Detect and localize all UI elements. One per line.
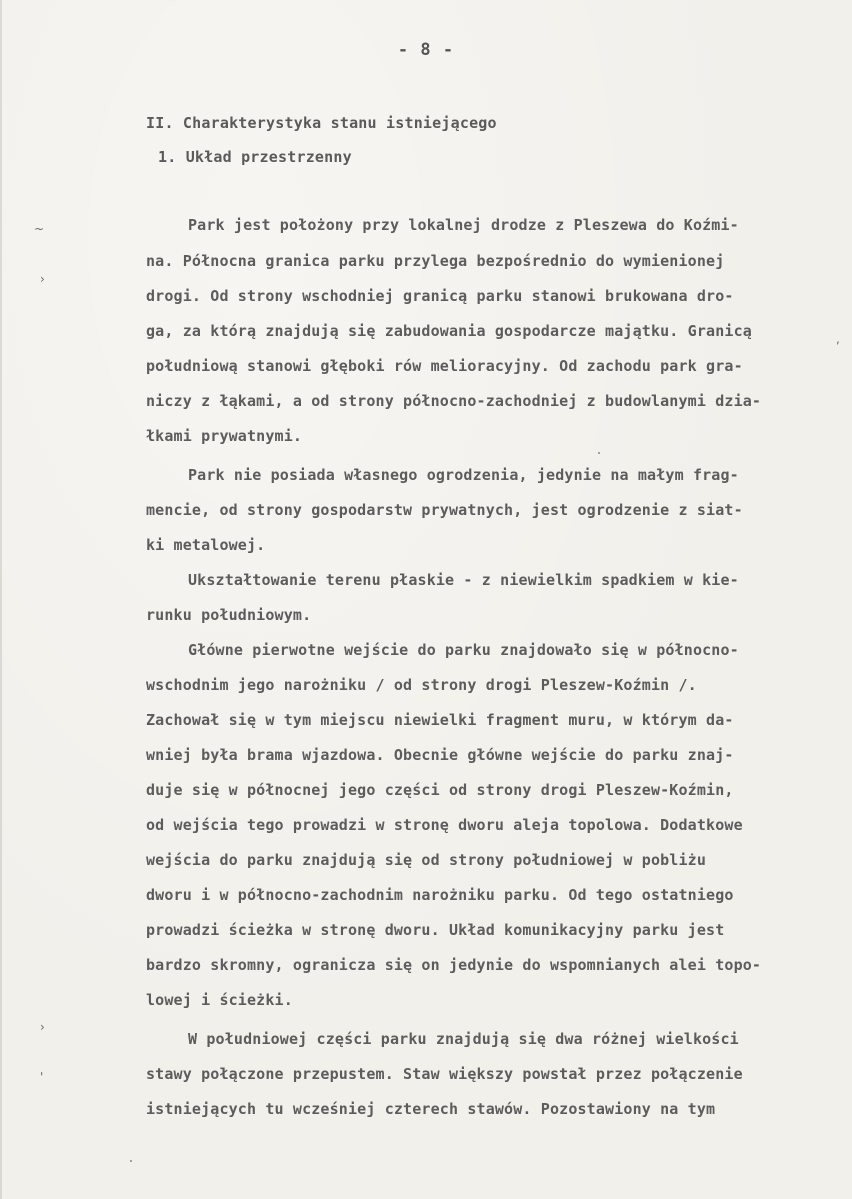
text-line: bardzo skromny, ogranicza się on jedynie do wspomnianych alei topo- [146, 956, 762, 974]
margin-mark: › [40, 1020, 45, 1034]
text-line: W południowej części parku znajdują się dwa różnej wielkości [188, 1030, 739, 1048]
text-line: stawy połączone przepustem. Staw większy powstał przez połączenie [146, 1065, 743, 1083]
text-line: na. Północna granica parku przylega bezpośrednio do wymienionej [146, 252, 725, 270]
text-line: wejścia do parku znajdują się od strony południowej w pobliżu [146, 851, 707, 869]
margin-mark: ' [40, 1070, 44, 1084]
page-number: - 8 - [397, 40, 455, 60]
text-line: łkami prywatnymi. [146, 427, 303, 445]
text-line: Park jest położony przy lokalnej drodze z Pleszewa do Koźmi- [188, 216, 739, 234]
text-line: od wejścia tego prowadzi w stronę dworu aleja topolowa. Dodatkowe [146, 816, 743, 834]
section-title: II. Charakterystyka stanu istniejącego [146, 114, 497, 132]
text-line: drogi. Od strony wschodniej granicą parku stanowi brukowana dro- [146, 287, 734, 305]
text-line: wschodnim jego narożniku / od strony drogi Pleszew-Koźmin /. [146, 676, 697, 694]
text-line: ki metalowej. [146, 536, 266, 554]
text-line: mencie, od strony gospodarstw prywatnych, jest ogrodzenie z siat- [146, 501, 743, 519]
scan-speck [130, 1160, 132, 1162]
margin-mark: ~ [34, 222, 45, 236]
text-line: Zachował się w tym miejscu niewielki fragment muru, w którym da- [146, 711, 734, 729]
text-line: ga, za którą znajdują się zabudowania gospodarcze majątku. Granicą [146, 322, 752, 340]
text-line: Ukształtowanie terenu płaskie - z niewielkim spadkiem w kie- [188, 571, 739, 589]
scan-edge [0, 0, 2, 1199]
text-line: prowadzi ścieżka w stronę dworu. Układ komunikacyjny parku jest [146, 921, 725, 939]
text-line: dworu i w północno-zachodnim narożniku parku. Od tego ostatniego [146, 886, 734, 904]
text-line: duje się w północnej jego części od strony drogi Pleszew-Koźmin, [146, 781, 734, 799]
scan-speck [598, 452, 600, 454]
text-line: niczy z łąkami, a od strony północno-zachodniej z budowlanymi dzia- [146, 392, 762, 410]
text-line: wniej była brama wjazdowa. Obecnie główne wejście do parku znaj- [146, 746, 734, 764]
text-line: Główne pierwotne wejście do parku znajdowało się w północno- [188, 641, 739, 659]
text-line: istniejących tu wcześniej czterech stawów. Pozostawiony na tym [146, 1100, 716, 1118]
margin-mark: › [40, 272, 45, 286]
subsection-title: 1. Układ przestrzenny [158, 148, 352, 166]
margin-mark: , [836, 332, 840, 346]
text-line: runku południowym. [146, 606, 312, 624]
text-line: Park nie posiada własnego ogrodzenia, jedynie na małym frag- [188, 466, 739, 484]
text-line: południową stanowi głęboki rów melioracyjny. Od zachodu park gra- [146, 357, 743, 375]
text-line: lowej i ścieżki. [146, 991, 293, 1009]
